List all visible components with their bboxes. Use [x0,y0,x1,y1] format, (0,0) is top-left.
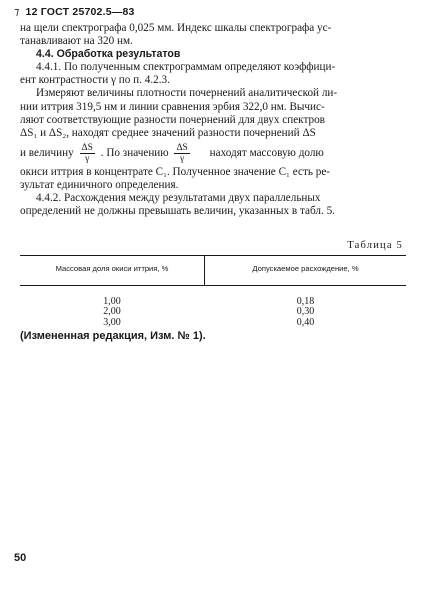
fraction [174,143,189,164]
table-header-rule [20,285,406,286]
text-line: окиси иттрия в концентрате C₁. Полученное значение C₁ есть ре- [20,165,331,178]
text-line: ΔS₁ и ΔS₂, находят среднее значений разности почернений ΔS [20,126,316,139]
section-heading: 4.4. Обработка результатов [36,48,181,61]
text-line: на щели спектрографа 0,025 мм. Индекс шкалы спектрографа ус- [20,22,332,34]
text-line: зультат единичного определения. [20,178,179,191]
table-header-allowed-deviation: Допускаемое расхождение, % [252,264,359,273]
fraction-numerator: ΔS [81,142,93,153]
formula-line [20,142,405,164]
fraction-denominator: γ [85,153,90,164]
fraction [80,143,95,164]
table-header-mass-fraction: Массовая доля окиси иттрия, % [55,264,169,273]
text-line: ент контрастности γ по п. 4.2.3. [20,74,170,87]
text-line: 4.4.2. Расхождения между результатами двух параллельных [36,192,321,205]
header-mark: ⁊ [14,6,20,18]
fraction-numerator: ΔS [176,142,188,153]
text-fragment: . По значению [100,146,169,159]
amendment-note: (Измененная редакция, Изм. № 1). [20,330,206,342]
fraction-denominator: γ [180,153,185,164]
table-caption: Таблица 5 [347,240,403,251]
table-column-allowed-deviation: 0,18 0,30 0,40 [296,296,315,328]
text-fragment: и величину [20,146,74,159]
text-line: определений не должны превышать величин, указанных в табл. 5. [20,205,335,218]
text-line: Измеряют величины плотности почернений аналитической ли- [36,87,338,100]
body-text [20,22,405,218]
header-standard: ГОСТ 25702.5—83 [40,6,135,18]
running-header [14,6,135,18]
text-fragment: находят массовую долю [209,146,324,159]
table-top-rule [20,255,406,256]
page-number: 50 [14,552,27,564]
text-line: нии иттрия 319,5 нм и линии сравнения эрбия 322,0 нм. Вычис- [20,100,325,113]
text-line: ляют соответствующие разности почернений для двух спектров [20,113,325,126]
table-column-mass-fraction: 1,00 2,00 3,00 [103,296,121,328]
text-line: танавливают на 320 нм. [20,35,133,48]
deviation-table [20,255,406,328]
header-page-number: 12 [25,6,38,18]
text-line: 4.4.1. По полученным спектрограммам определяют коэффици- [36,61,336,74]
